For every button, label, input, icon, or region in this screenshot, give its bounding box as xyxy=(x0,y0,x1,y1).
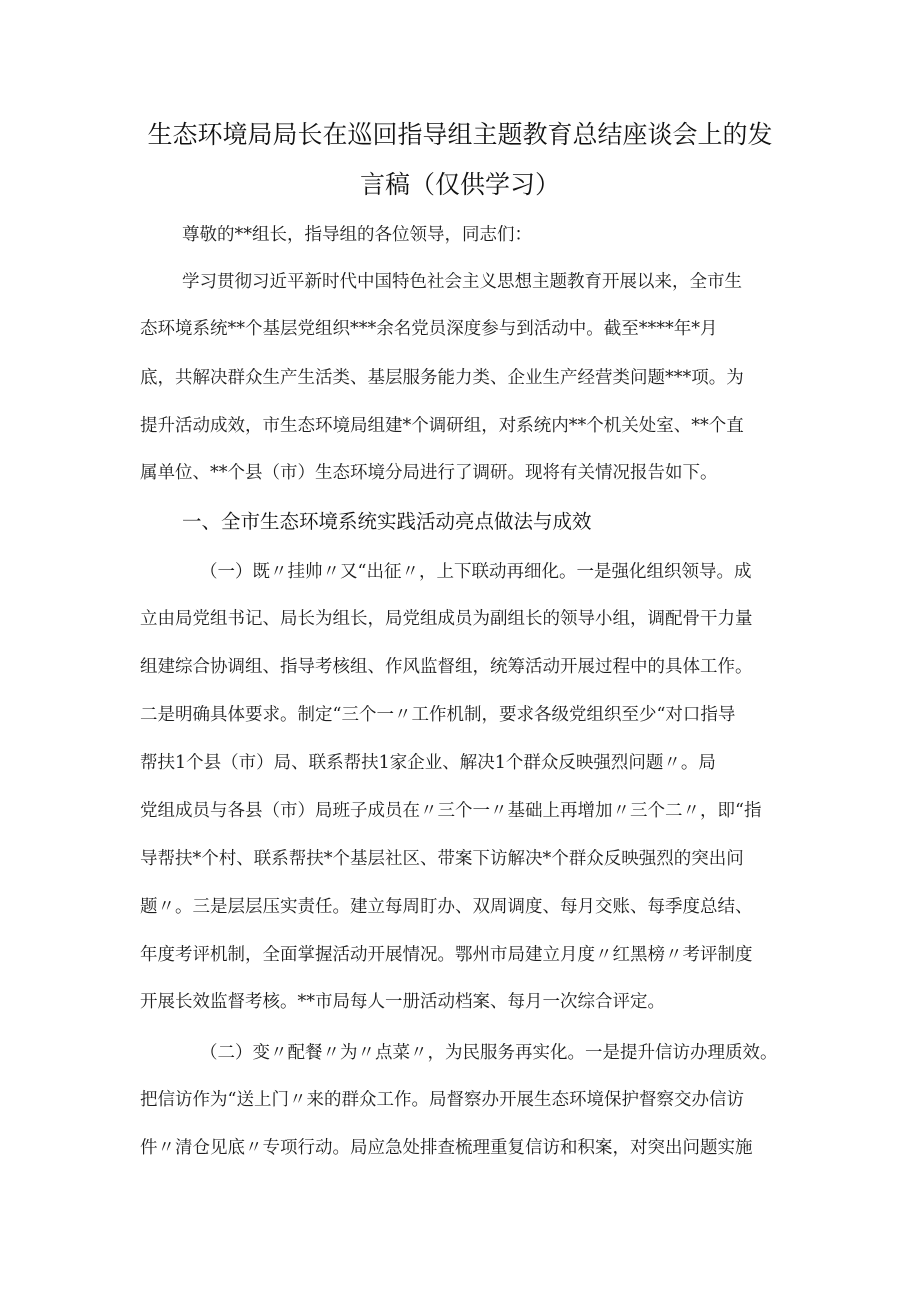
section-heading: 一、全市生态环境系统实践活动亮点做法与成效 xyxy=(182,510,592,533)
paragraph-line: 年度考评机制，全面掌握活动开展情况。鄂州市局建立月度〃红黑榜〃考评制度 xyxy=(140,945,753,965)
paragraph-line: 导帮扶*个村、联系帮扶*个基层社区、带案下访解决*个群众反映强烈的突出问 xyxy=(140,849,744,869)
intro-line: 态环境系统**个基层党组织***余名党员深度参与到活动中。截至****年*月 xyxy=(140,319,718,339)
paragraph-line: （二）变〃配餐〃为〃点菜〃，为民服务再实化。一是提升信访办理质效。 xyxy=(200,1043,778,1063)
paragraph-line: 件〃清仓见底〃专项行动。局应急处排查梳理重复信访和积案，对突出问题实施 xyxy=(140,1138,753,1158)
intro-line: 属单位、**个县（市）生态环境分局进行了调研。现将有关情况报告如下。 xyxy=(140,463,718,483)
paragraph-line: 帮扶1个县（市）局、联系帮扶1家企业、解决1个群众反映强烈问题〃。局 xyxy=(140,753,716,773)
paragraph-line: 组建综合协调组、指导考核组、作风监督组，统筹活动开展过程中的具体工作。 xyxy=(140,657,753,677)
salutation: 尊敬的**组长，指导组的各位领导，同志们： xyxy=(182,225,532,245)
paragraph-line: 把信访作为“送上门〃来的群众工作。局督察办开展生态环境保护督察交办信访 xyxy=(140,1090,744,1110)
document-title-line-1: 生态环境局局长在巡回指导组主题教育总结座谈会上的发 xyxy=(147,120,773,149)
paragraph-line: 立由局党组书记、局长为组长，局党组成员为副组长的领导小组，调配骨干力量 xyxy=(140,609,753,629)
intro-line: 提升活动成效，市生态环境局组建*个调研组，对系统内**个机关处室、**个直 xyxy=(140,416,744,436)
document-title-line-2: 言稿（仅供学习） xyxy=(359,170,560,199)
intro-line: 底，共解决群众生产生活类、基层服务能力类、企业生产经营类问题***项。为 xyxy=(140,368,744,388)
paragraph-line: 党组成员与各县（市）局班子成员在〃三个一〃基础上再增加〃三个二〃，即“指 xyxy=(140,801,762,821)
paragraph-line: 开展长效监督考核。**市局每人一册活动档案、每月一次综合评定。 xyxy=(140,992,665,1012)
paragraph-line: 二是明确具体要求。制定“三个一〃工作机制，要求各级党组织至少“对口指导 xyxy=(140,705,736,725)
intro-line: 学习贯彻习近平新时代中国特色社会主义思想主题教育开展以来，全市生 xyxy=(182,272,742,292)
paragraph-line: （一）既〃挂帅〃又“出征〃，上下联动再细化。一是强化组织领导。成 xyxy=(200,562,752,582)
paragraph-line: 题〃。三是层层压实责任。建立每周盯办、双周调度、每月交账、每季度总结、 xyxy=(140,897,753,917)
